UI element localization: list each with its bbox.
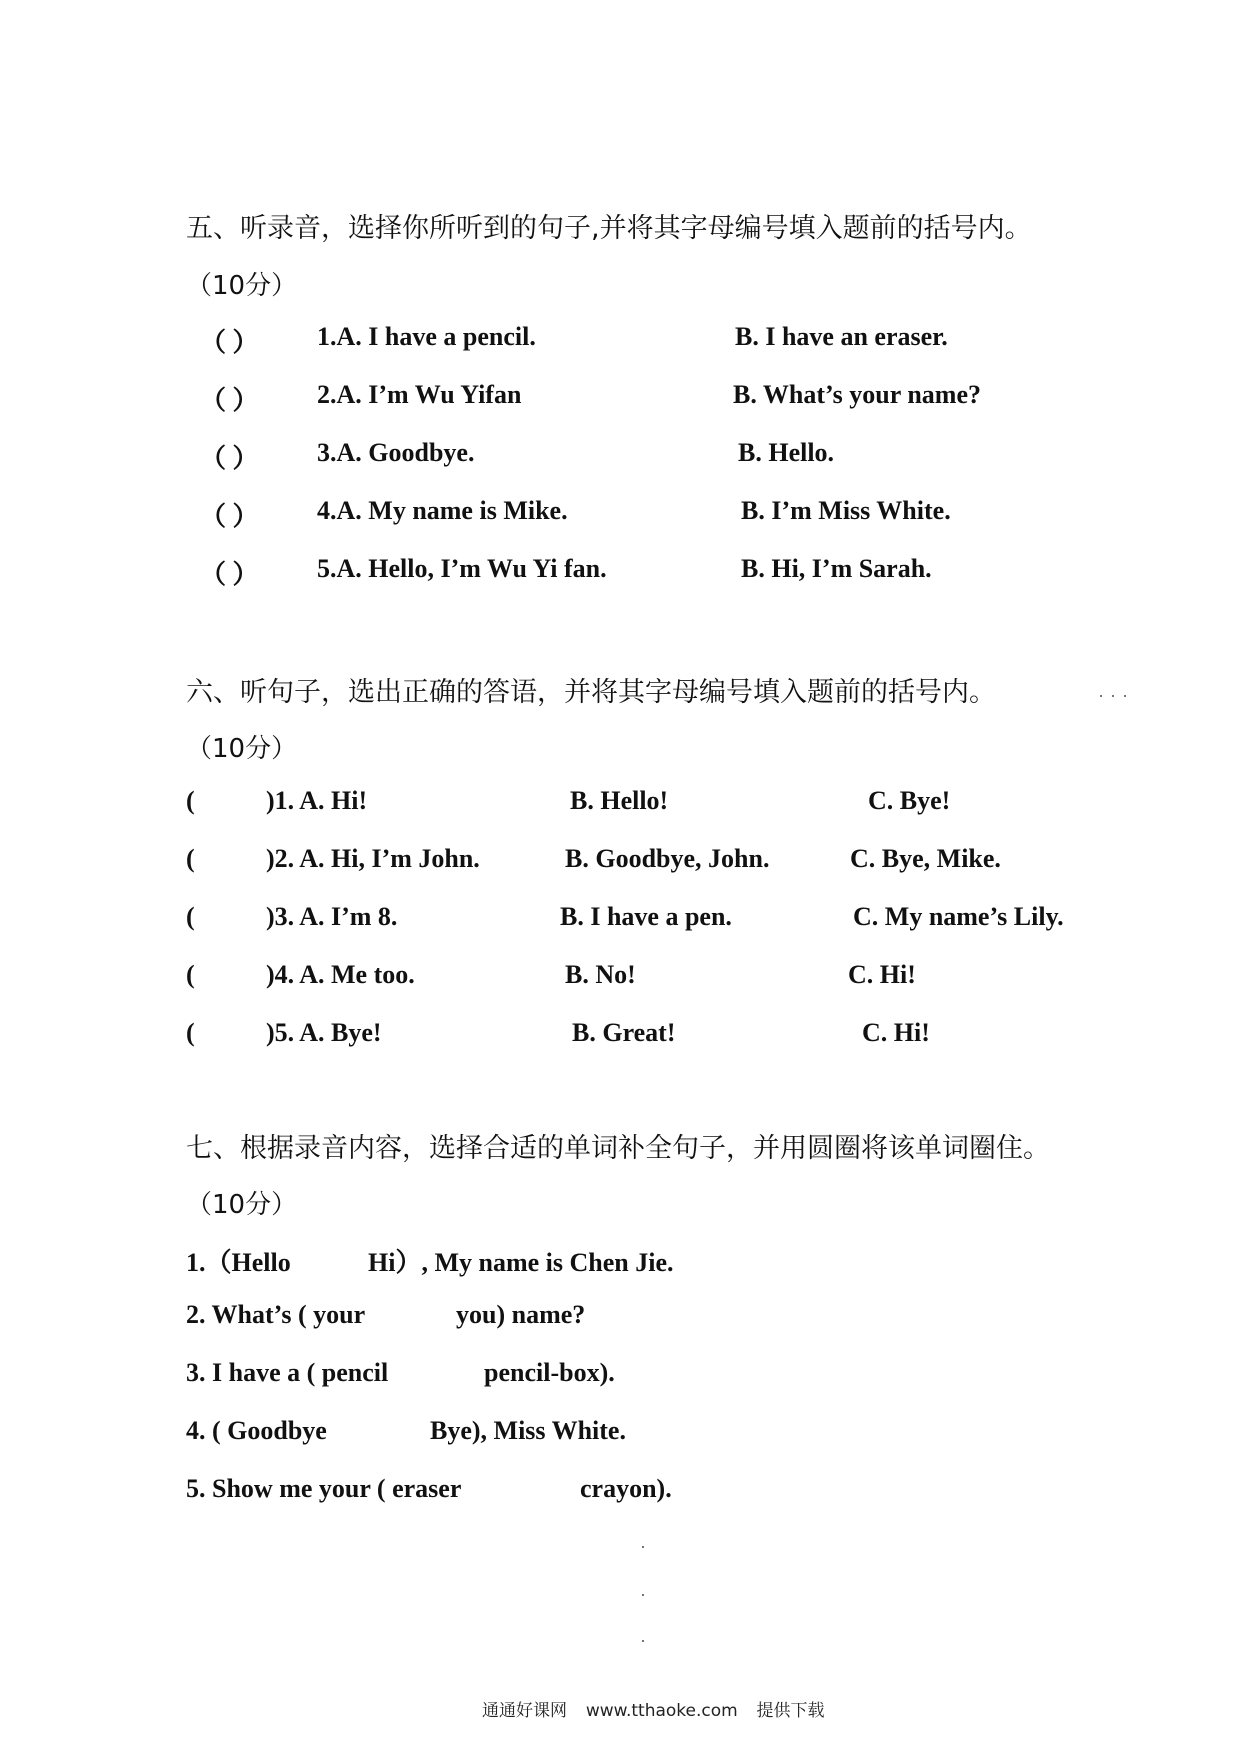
s7-q2-left: 2. What’s ( your xyxy=(186,1300,366,1329)
s6-q1-option-a: )1. A. Hi! xyxy=(266,786,368,815)
s6-q5-bracket: ( xyxy=(186,1018,195,1047)
s5-q4-bracket: （ ） xyxy=(200,502,259,531)
s6-q4-option-b: B. No! xyxy=(565,960,636,989)
s5-q5-bracket: （ ） xyxy=(200,560,259,589)
s6-q3-option-a: )3. A. I’m 8. xyxy=(266,902,398,931)
s6-q1-option-b: B. Hello! xyxy=(570,786,669,815)
s6-q5-option-b: B. Great! xyxy=(572,1018,676,1047)
s5-q5-option-a: 5.A. Hello, I’m Wu Yi fan. xyxy=(317,554,607,583)
section-6-score: （10分） xyxy=(186,734,298,764)
s6-q3-option-b: B. I have a pen. xyxy=(560,902,732,931)
s7-q1-left: 1.（Hello xyxy=(186,1248,291,1277)
s7-q4-left: 4. ( Goodbye xyxy=(186,1416,327,1445)
s6-q3-bracket: ( xyxy=(186,902,195,931)
s6-q4-option-c: C. Hi! xyxy=(848,960,916,989)
s5-q1-option-a: 1.A. I have a pencil. xyxy=(317,322,536,351)
s5-q4-option-b: B. I’m Miss White. xyxy=(741,496,951,525)
s5-q1-option-b: B. I have an eraser. xyxy=(735,322,948,351)
section-7-score: （10分） xyxy=(186,1190,298,1220)
s5-q2-option-a: 2.A. I’m Wu Yifan xyxy=(317,380,522,409)
s5-q3-bracket: （ ） xyxy=(200,444,259,473)
s7-q3-right: pencil-box). xyxy=(484,1358,615,1387)
s6-q1-option-c: C. Bye! xyxy=(868,786,951,815)
s6-q4-bracket: ( xyxy=(186,960,195,989)
s5-q3-option-a: 3.A. Goodbye. xyxy=(317,438,475,467)
s6-q3-option-c: C. My name’s Lily. xyxy=(853,902,1064,931)
s6-q2-bracket: ( xyxy=(186,844,195,873)
s5-q4-option-a: 4.A. My name is Mike. xyxy=(317,496,568,525)
s5-q2-bracket: （ ） xyxy=(200,386,259,415)
section-6-heading: 六、听句子，选出正确的答语，并将其字母编号填入题前的括号内。 xyxy=(186,677,996,708)
s7-q5-right: crayon). xyxy=(580,1474,672,1503)
footer-site-name: 通通好课网 xyxy=(482,1701,567,1721)
s7-q2-right: you) name? xyxy=(456,1300,586,1329)
footer-watermark xyxy=(482,1696,825,1721)
s6-q5-option-c: C. Hi! xyxy=(862,1018,930,1047)
s7-q1-right: Hi）, My name is Chen Jie. xyxy=(368,1248,674,1277)
section-5-score: （10分） xyxy=(186,271,298,301)
s7-q5-left: 5. Show me your ( eraser xyxy=(186,1474,462,1503)
s7-q4-right: Bye), Miss White. xyxy=(430,1416,626,1445)
section-7-heading: 七、根据录音内容，选择合适的单词补全句子，并用圆圈将该单词圈住。 xyxy=(186,1133,1050,1164)
s6-q2-option-a: )2. A. Hi, I’m John. xyxy=(266,844,480,873)
s7-q3-left: 3. I have a ( pencil xyxy=(186,1358,389,1387)
s6-q2-option-b: B. Goodbye, John. xyxy=(565,844,770,873)
s5-q1-bracket: （ ） xyxy=(200,328,259,357)
s6-q1-bracket: ( xyxy=(186,786,195,815)
footer-url[interactable]: www.tthaoke.com xyxy=(585,1701,738,1721)
s6-q2-option-c: C. Bye, Mike. xyxy=(850,844,1001,873)
footer-suffix: 提供下载 xyxy=(756,1701,825,1721)
s5-q5-option-b: B. Hi, I’m Sarah. xyxy=(741,554,932,583)
s6-q5-option-a: )5. A. Bye! xyxy=(266,1018,382,1047)
s5-q2-option-b: B. What’s your name? xyxy=(733,380,981,409)
section-5-heading: 五、听录音，选择你所听到的句子,并将其字母编号填入题前的括号内。 xyxy=(186,213,1032,244)
s5-q3-option-b: B. Hello. xyxy=(738,438,835,467)
s6-q4-option-a: )4. A. Me too. xyxy=(266,960,415,989)
